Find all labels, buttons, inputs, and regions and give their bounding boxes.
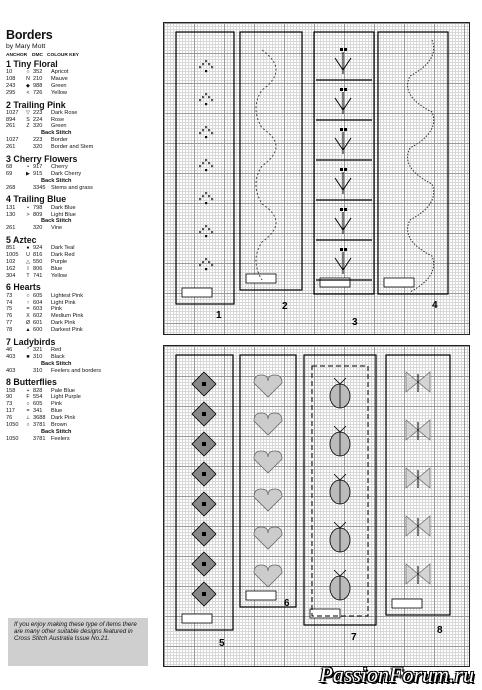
colour-name: Dark Red [51,252,75,259]
dmc-code: 601 [33,320,43,327]
stitch-mark [202,502,206,506]
stitch-mark [202,195,204,197]
heart-mark [254,489,282,511]
anchor-code: 73 [6,401,13,408]
note-box: If you enjoy making these type of items there are many other suitable designs featured in Cross Stitch Australia Issue No.21. [8,618,148,666]
stitch-symbol: Z [26,123,30,130]
anchor-code: 261 [6,123,16,130]
stitch-mark [199,132,201,134]
stitch-mark [205,93,207,95]
anchor-header: ANCHOR [6,53,28,58]
stitch-mark [344,208,347,211]
dmc-code: 310 [33,353,43,360]
anchor-code: 69 [6,170,13,177]
colour-name: Stems and grass [51,184,93,191]
stitch-mark [340,128,343,131]
heart-mark [254,375,282,397]
stitch-symbol: X [26,313,30,320]
stitch-mark [202,129,204,131]
dmc-code: 604 [33,299,43,306]
stitch-mark [205,258,207,260]
anchor-code: 74 [6,299,13,306]
chart-border [314,32,374,294]
colour-name: Feelers and borders [51,367,102,374]
section-title: 1 Tiny Floral [6,59,58,69]
stitch-mark [211,165,213,167]
anchor-code: 295 [6,89,16,96]
stitch-mark [199,231,201,233]
back-stitch-label: Back Stitch [41,360,72,367]
page-title: Borders [6,28,53,42]
dmc-code: 605 [33,401,43,408]
stitch-symbol: ◆ [26,82,30,89]
stitch-symbol: S [26,116,30,123]
stitch-mark [344,88,347,91]
stitch-mark [202,382,206,386]
anchor-code: 304 [6,272,16,279]
feeler-mark [334,378,346,384]
stitch-symbol: ▽ [26,109,30,116]
stitch-symbol: T [26,272,30,279]
stitch-mark [211,66,213,68]
anchor-code: 77 [6,320,13,327]
anchor-code: 894 [6,116,16,123]
back-stitch-label: Back Stitch [41,130,72,137]
chart-number: 3 [352,317,358,328]
anchor-code: 403 [6,353,16,360]
section-title: 8 Butterflies [6,377,57,388]
stitch-mark [340,208,343,211]
colour-name: Medium Pink [51,313,84,320]
chart-number: 5 [219,638,225,649]
dmc-code: 223 [33,137,43,144]
colour-name: Red [51,346,62,353]
chart-border [378,32,448,294]
stitch-mark [344,128,347,131]
stitch-mark [202,261,204,263]
colour-name: Border and Stem [51,144,94,151]
section-title: 4 Trailing Blue [6,194,67,205]
dmc-code: 798 [33,204,43,211]
dmc-code: 726 [33,89,43,96]
dmc-code: 554 [33,394,43,401]
stitch-symbol: * [26,346,30,353]
section-title: 5 Aztec [6,235,37,246]
anchor-code: 403 [6,367,16,374]
section-title: 2 Trailing Pink [6,99,66,110]
chart-tag [182,288,212,297]
stitch-mark [205,268,207,270]
stitch-symbol: ○ [26,292,30,299]
stitch-mark [205,70,207,72]
colour-name: Green [51,82,67,89]
colour-name: Pink [51,401,62,408]
colour-name: Mauve [51,76,68,83]
stitch-mark [344,248,347,251]
heart-mark [254,565,282,587]
stitch-mark [205,169,207,171]
stitch-mark [202,472,206,476]
stitch-mark [344,48,347,51]
stitch-symbol: • [27,164,29,171]
chart-tag [182,614,212,623]
chart-number: 6 [284,598,290,609]
anchor-code: 243 [6,82,16,89]
stitch-symbol: Ø [25,320,31,327]
dmc-code: 320 [33,144,43,151]
colour-name: Yellow [51,272,67,279]
stitch-mark [208,261,210,263]
back-stitch-label: Back Stitch [41,218,72,225]
dmc-code: 605 [33,292,43,299]
stitch-symbol: = [26,306,30,313]
colour-name: Lightest Pink [51,292,84,299]
stitch-symbol: N [26,76,30,83]
dmc-code: 915 [33,170,43,177]
colour-name: Green [51,123,67,130]
colour-name: Vine [51,225,63,232]
anchor-code: 268 [6,184,16,191]
stitch-mark [208,228,210,230]
stitch-symbol: △ [26,258,30,265]
stitch-mark [208,195,210,197]
stitch-mark [199,99,201,101]
colour-name: Dark Teal [51,245,75,252]
stitch-mark [208,63,210,65]
stitch-mark [340,168,343,171]
anchor-code: 1027 [6,137,19,144]
colour-name: Rose [51,116,65,123]
stitch-symbol: ▶ [26,170,30,177]
feeler-mark [334,474,346,480]
dmc-code: 210 [33,76,43,83]
stitch-mark [208,162,210,164]
dmc-code: 602 [33,313,43,320]
dmc-code: 320 [33,225,43,232]
stitch-symbol: ↑ [26,299,30,306]
anchor-code: 90 [6,394,13,401]
colour-name: Dark Cherry [51,170,82,177]
colour-name: Darkest Pink [51,327,83,334]
chart-number: 7 [351,632,357,643]
back-stitch-label: Back Stitch [41,428,72,435]
chart-number: 8 [437,625,443,636]
chart-number: 4 [432,300,438,311]
stitch-mark [205,159,207,161]
dmc-code: 3688 [33,415,46,422]
chart-tag [392,599,422,608]
stitch-symbol: ○ [26,401,30,408]
colour-key-header: COLOUR KEY [47,53,79,58]
dmc-code: 341 [33,408,43,415]
dmc-code: 320 [33,123,43,130]
section-title: 6 Hearts [6,282,41,293]
section-title: 7 Ladybirds [6,336,56,347]
chart-tag [310,609,340,618]
stitch-symbol: = [26,408,30,415]
anchor-code: 1050 [6,421,19,428]
stitch-mark [344,168,347,171]
stitch-mark [205,60,207,62]
stitch-mark [202,228,204,230]
back-stitch-label: Back Stitch [41,177,72,184]
dmc-code: 917 [33,164,43,171]
colour-name: Dark Blue [51,204,76,211]
anchor-code: 46 [6,346,13,353]
colour-name: Apricot [51,69,69,76]
colour-name: Feelers [51,435,70,442]
stitch-mark [205,103,207,105]
stitch-mark [205,126,207,128]
stitch-mark [208,96,210,98]
stitch-symbol: F [26,394,30,401]
stitch-symbol: + [26,387,30,394]
dmc-code: 600 [33,327,43,334]
anchor-code: 851 [6,245,16,252]
chart-tag [320,278,350,287]
stitch-mark [205,225,207,227]
colour-name: Light Purple [51,394,81,401]
stitch-mark [340,88,343,91]
colour-name: Dark Pink [51,320,76,327]
stitch-symbol: ▲ [25,327,31,334]
colour-name: Brown [51,421,67,428]
dmc-code: 223 [33,109,43,116]
dmc-code: 3781 [33,421,46,428]
stitch-symbol: ⊥ [25,415,31,422]
stitch-mark [202,442,206,446]
dmc-code: 828 [33,387,43,394]
colour-name: Border [51,137,68,144]
anchor-code: 130 [6,211,16,218]
dmc-code: 816 [33,252,43,259]
anchor-code: 131 [6,204,16,211]
anchor-code: 261 [6,225,16,232]
dmc-code: 224 [33,116,43,123]
chart-border [240,32,302,290]
feeler-mark [334,522,346,528]
dmc-code: 603 [33,306,43,313]
stitch-mark [211,198,213,200]
anchor-code: 261 [6,144,16,151]
colour-name: Light Pink [51,299,76,306]
anchor-code: 76 [6,313,13,320]
feeler-mark [334,426,346,432]
stitch-mark [340,248,343,251]
stitch-mark [202,592,206,596]
stitch-mark [205,202,207,204]
stitch-symbol: ○ [26,69,30,76]
colour-name: Dark Pink [51,415,76,422]
anchor-code: 117 [6,408,15,415]
stitch-mark [199,264,201,266]
colour-name: Dark Rose [51,109,78,116]
stitch-mark [202,412,206,416]
dmc-code: 352 [33,69,43,76]
stitch-symbol: ■ [26,353,30,360]
anchor-code: 76 [6,415,13,422]
dmc-code: 3781 [33,435,46,442]
anchor-code: 10 [6,69,13,76]
colour-name: Pale Blue [51,387,75,394]
stitch-mark [340,48,343,51]
anchor-code: 68 [6,164,13,171]
heart-mark [254,527,282,549]
stitch-mark [211,132,213,134]
stitch-mark [211,99,213,101]
chart-border [176,32,234,304]
dmc-code: 321 [33,346,43,353]
anchor-code: 1027 [6,109,19,116]
stitch-mark [211,264,213,266]
dmc-code: 924 [33,245,43,252]
anchor-code: 1005 [6,252,19,259]
chart-tag [246,591,276,600]
vine-path [256,50,276,280]
stitch-mark [199,198,201,200]
stitch-symbol: ○ [26,421,30,428]
anchor-code: 158 [6,387,16,394]
stitch-mark [202,532,206,536]
stitch-symbol: U [26,252,30,259]
dmc-code: 550 [33,258,43,265]
stitch-mark [202,562,206,566]
colour-name: Yellow [51,89,67,96]
colour-name: Cherry [51,164,68,171]
dmc-code: 988 [33,82,43,89]
chart-tag [246,274,276,283]
colour-name: Light Blue [51,211,76,218]
stitch-mark [202,162,204,164]
colour-name: Pink [51,306,62,313]
dmc-code: 3345 [33,184,46,191]
heart-mark [254,413,282,435]
stitch-mark [205,235,207,237]
stitch-mark [199,165,201,167]
section-title: 3 Cherry Flowers [6,153,78,164]
dmc-code: 310 [33,367,43,374]
anchor-code: 75 [6,306,13,313]
stitch-symbol: I [27,265,29,272]
stitch-mark [202,63,204,65]
chart-tag [384,278,414,287]
stitch-mark [199,66,201,68]
watermark: PassionForum.ru [319,662,474,687]
stitch-mark [208,129,210,131]
feeler-mark [334,570,346,576]
dmc-code: 806 [33,265,43,272]
anchor-code: 108 [6,76,16,83]
anchor-code: 78 [6,327,13,334]
chart-number: 2 [282,301,288,312]
colour-name: Blue [51,265,63,272]
chart-number: 1 [216,310,222,321]
colour-name: Black [51,353,65,360]
anchor-code: 102 [6,258,16,265]
dmc-code: 741 [33,272,43,279]
stitch-symbol: > [26,211,30,218]
stitch-symbol: ● [26,245,30,252]
stitch-mark [205,192,207,194]
colour-name: Purple [51,258,68,265]
anchor-code: 73 [6,292,13,299]
dmc-code: 809 [33,211,43,218]
anchor-code: 1050 [6,435,19,442]
colour-name: Blue [51,408,63,415]
stitch-mark [211,231,213,233]
heart-mark [254,451,282,473]
stitch-symbol: < [26,89,30,96]
stitch-mark [205,136,207,138]
anchor-code: 162 [6,265,16,272]
stitch-symbol: • [27,204,29,211]
vine-path [408,40,434,292]
dmc-header: DMC [32,53,43,58]
stitch-mark [202,96,204,98]
byline: by Mary Mott [6,43,46,50]
